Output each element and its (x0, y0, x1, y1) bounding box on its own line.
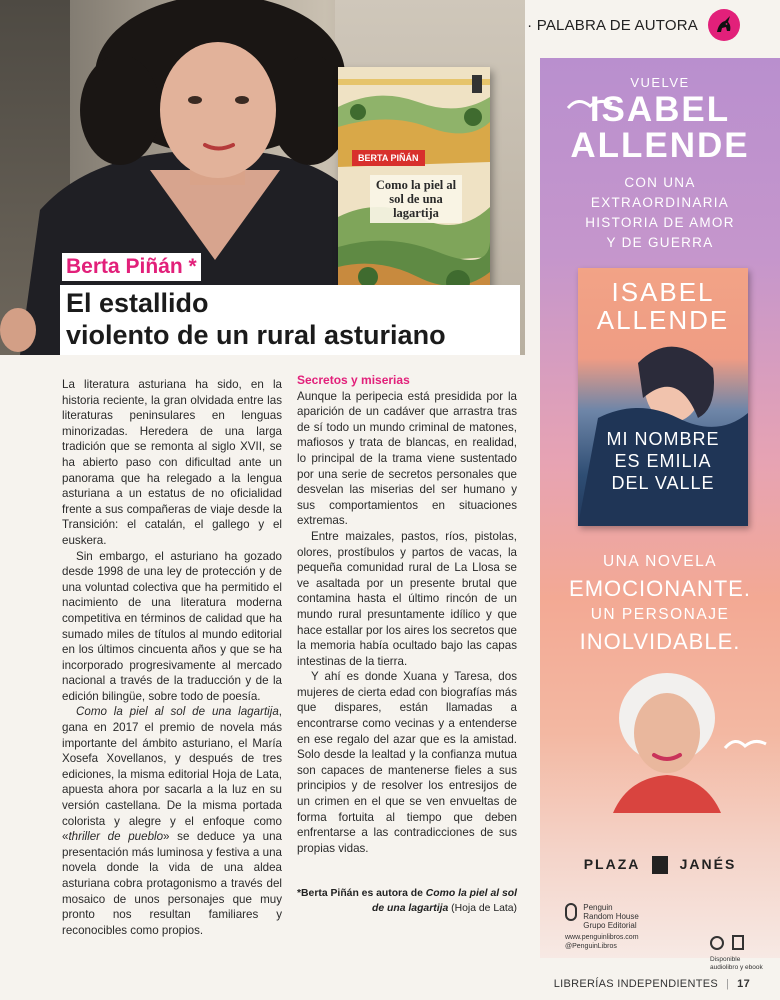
prh-line: Grupo Editorial (583, 921, 637, 930)
paragraph: Entre maizales, pastos, ríos, pistolas, olores, prostíbulos y partos de vacas, la pequeña comunidad rural de La Llosa se ve asaltada por un presente brutal que contamina hasta el último rincón de un mundo rural presuntamente idílico y que hace estallar por los aires los secretos que la memoria había ocultado bajo las capas intestinas de la tierra. (297, 529, 517, 668)
availability-icons (710, 935, 780, 953)
subsection-name: PALABRA DE AUTORA (536, 16, 698, 34)
headline-line-2: violento de un rural asturiano (66, 320, 446, 350)
ad-cover-title (578, 428, 748, 494)
ad-website-link[interactable]: www.penguinlibros.com (565, 934, 639, 941)
book-title-inline: Como la piel al sol de una lagartija (76, 705, 279, 719)
paragraph-segment: , gana en 2017 el premio de novela más importante del ámbito asturiano, el María Xosefa Xovellanos, y después de tres ediciones, la misma editorial Hoja de Lata, apuesta ahora por sacarla a la luz en su versión castellana. De la misma portada colorista y alegre y el enfoque como « (62, 705, 282, 844)
penguin-random-house-logo (565, 903, 639, 930)
availability-line: audiolibro y ebook (710, 964, 763, 971)
ad-social-handle[interactable]: @PenguinLibros (565, 943, 617, 950)
ad-cover-author (578, 278, 748, 334)
seagull-icon (725, 741, 766, 748)
paragraph-segment: » se deduce ya una presentación más luminosa y festiva a una novela donde la vida de una aldea asturiana cobra protagonismo a través del mosaico de unos personajes que muy pronto nos resultan familiares y reconocibles como propios. (62, 830, 282, 937)
footer-label: LIBRERÍAS INDEPENDIENTES (553, 978, 718, 990)
publisher-name-a: PLAZA (583, 856, 640, 872)
ad-cover-title-line: MI NOMBRE (606, 429, 720, 449)
book-advertisement (540, 58, 780, 971)
paragraph: La literatura asturiana ha sido, en la historia reciente, la gran olvidada entre las literaturas peninsulares en lenguas minorizadas. Heredera de una larga tradición que se remonta al siglo XVII, se ha abierto paso con dificultad ante un panorama que ha relegado a la lengua asturiana a un estatus de no oficialidad frente a sus compañeras de viaje desde la Transición: el catalán, el gallego y el euskera. (62, 378, 282, 547)
ad-cover-author-line: ISABEL (611, 277, 715, 307)
prh-line: Random House (583, 912, 639, 921)
ad-claim-line-1: UNA NOVELA (602, 553, 718, 570)
ad-links (565, 933, 639, 951)
book-cover-author: BERTA PIÑÁN (352, 150, 425, 166)
headline-line-1: El estallido (66, 288, 209, 318)
prh-text (583, 903, 639, 930)
ad-tagline (540, 173, 780, 253)
ad-claim-line-3: UN PERSONAJE (590, 606, 730, 623)
footnote-publisher: (Hoja de Lata) (448, 903, 517, 914)
ad-claim-line-2: EMOCIONANTE. (569, 576, 751, 601)
ad-tagline-line: HISTORIA DE AMOR (585, 215, 735, 230)
section-separator: · (527, 16, 533, 34)
paragraph: Sin embargo, el asturiano ha gozado desde 1998 de una ley de protección y de una voluntad colectiva que ha permitido el nacimiento de una literatura moderna competitiva en términos de calidad que ha sumado miles de títulos al mundo editorial en los últimos cincuenta años y que se ha incorporado progresivamente al mercado nacional a través de la traducción y de la edición bilingüe, sobre todo de poesía. (62, 549, 282, 703)
book-cover-title: Como la piel al sol de una lagartija (370, 175, 462, 223)
page-footer (554, 978, 750, 990)
paragraph: Y ahí es donde Xuana y Taresa, dos mujeres de cierta edad con biografías más que dispares, están llamadas a encontrarse como vecinas y a entenderse en ese regalo del azar que es la amistad. Solo desde la lealtad y la confianza mutua son capaces de mantenerse fieles a sus principios y de resolver los entresijos de un crimen en el que se ven envueltas de forma fortuita al tiempo que deben enfrentarse a las contradicciones de sus propias vidas. (297, 670, 517, 855)
prh-line: Penguin (583, 903, 613, 912)
book-cover (338, 67, 490, 304)
ad-book-cover (578, 268, 748, 526)
footnote-lead: *Berta Piñán es autora de (297, 888, 426, 899)
pj-logo-icon (652, 856, 668, 874)
ad-cover-title-line: DEL VALLE (611, 473, 715, 493)
isabel-allende-portrait (608, 663, 726, 813)
footer-separator: | (725, 978, 730, 990)
publisher-name-b: JANÉS (679, 856, 737, 872)
article-headline (60, 285, 520, 355)
penguin-icon (565, 903, 577, 921)
availability-line: Disponible (710, 956, 741, 963)
publisher-logo-icon (472, 75, 482, 93)
footnote-book-title: Como la piel al sol de una lagartija (372, 888, 518, 914)
ebook-icon (732, 935, 744, 950)
article-column-1 (62, 377, 282, 938)
ad-author (540, 92, 780, 164)
ad-publisher (540, 856, 780, 874)
paragraph: Aunque la peripecia está presidida por la aparición de un cadáver que arrastra tras de sí todo un mundo criminal de matones, mafiosos y trata de blancas, en realidad, lo principal de la trama viene sustentado por una serie de secretos personales que desvelan las miserias del ser humano y sus comportamientos en situaciones extremas. (297, 389, 517, 528)
headphones-icon (710, 936, 724, 950)
paragraph (62, 704, 282, 938)
section-subhead: Secretos y miserias (297, 373, 410, 387)
ad-author-line-1: ISABEL (589, 90, 731, 129)
author-footnote (297, 886, 517, 916)
ad-vuelve: VUELVE (630, 75, 690, 90)
article-author-name: Berta Piñán * (62, 253, 201, 281)
unicorn-icon (708, 9, 740, 41)
ad-cover-author-line: ALLENDE (596, 305, 730, 335)
article-column-2 (297, 373, 517, 856)
ad-claim-line-4: INOLVIDABLE. (579, 629, 741, 654)
ad-tagline-line: EXTRAORDINARIA (590, 195, 730, 210)
page-number: 17 (737, 978, 750, 990)
ad-tagline-line: CON UNA (624, 175, 696, 190)
paragraph-emphasis: thriller de pueblo (68, 830, 164, 844)
ad-cover-title-line: ES EMILIA (614, 451, 712, 471)
ad-tagline-line: Y DE GUERRA (606, 235, 714, 250)
ad-author-line-2: ALLENDE (570, 126, 750, 165)
ad-availability (710, 935, 780, 972)
